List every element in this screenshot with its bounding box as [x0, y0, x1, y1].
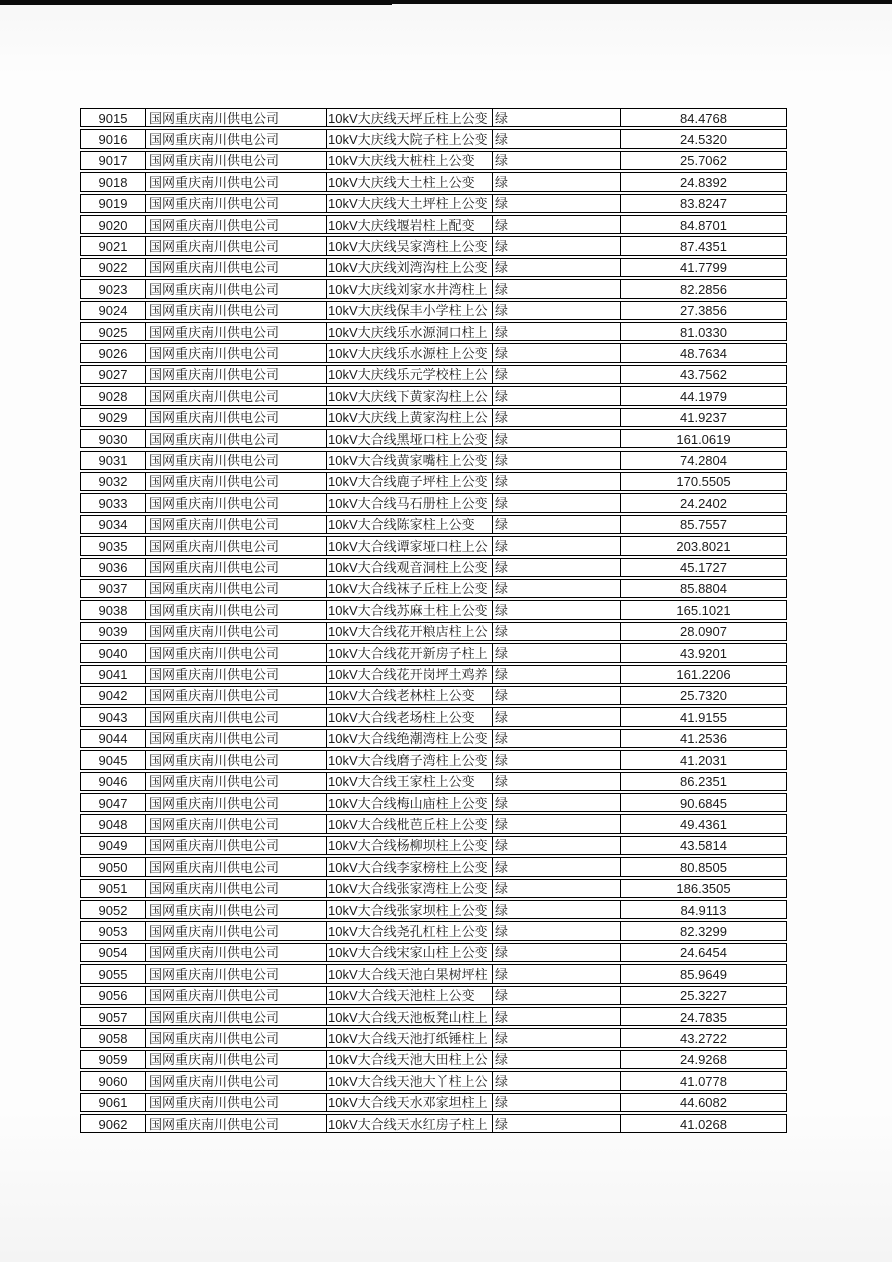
cell-status: 绿 [492, 858, 620, 875]
table-row [80, 429, 787, 448]
cell-line: 10kV大庆线下黄家沟柱上公 [326, 387, 492, 404]
table-row [80, 1071, 787, 1090]
cell-line: 10kV大庆线刘湾沟柱上公变 [326, 259, 492, 276]
table-row [80, 707, 787, 726]
cell-company: 国网重庆南川供电公司 [145, 922, 326, 939]
cell-company: 国网重庆南川供电公司 [145, 366, 326, 383]
cell-value: 41.2536 [620, 730, 786, 747]
cell-status: 绿 [492, 452, 620, 469]
cell-status: 绿 [492, 494, 620, 511]
cell-id: 9021 [98, 238, 128, 254]
cell-value: 81.0330 [620, 323, 786, 340]
cell-value: 25.7320 [620, 687, 786, 704]
cell-company: 国网重庆南川供电公司 [145, 794, 326, 811]
cell-company: 国网重庆南川供电公司 [145, 387, 326, 404]
table-row [80, 558, 787, 577]
cell-status: 绿 [492, 387, 620, 404]
table-row [80, 1007, 787, 1026]
cell-id: 9023 [98, 281, 128, 297]
cell-company: 国网重庆南川供电公司 [145, 965, 326, 982]
table-row [80, 536, 787, 555]
cell-value: 85.9649 [620, 965, 786, 982]
cell-id: 9056 [98, 988, 128, 1004]
cell-status: 绿 [492, 1094, 620, 1111]
cell-value: 84.9113 [620, 901, 786, 918]
cell-line: 10kV大庆线保丰小学柱上公 [326, 302, 492, 319]
cell-line: 10kV大合线花开新房子柱上 [326, 644, 492, 661]
cell-company: 国网重庆南川供电公司 [145, 580, 326, 597]
cell-id: 9040 [98, 645, 128, 661]
cell-status: 绿 [492, 323, 620, 340]
cell-value: 84.8701 [620, 216, 786, 233]
cell-id: 9041 [98, 667, 128, 683]
cell-line: 10kV大合线绝潮湾柱上公变 [326, 730, 492, 747]
cell-status: 绿 [492, 794, 620, 811]
data-table [80, 108, 787, 1136]
table-row [80, 622, 787, 641]
cell-id: 9026 [98, 345, 128, 361]
cell-value: 186.3505 [620, 880, 786, 897]
cell-line: 10kV大合线杨柳坝柱上公变 [326, 837, 492, 854]
cell-company: 国网重庆南川供电公司 [145, 815, 326, 832]
cell-value: 24.9268 [620, 1051, 786, 1068]
cell-line: 10kV大合线枇芭丘柱上公变 [326, 815, 492, 832]
cell-line: 10kV大合线花开粮店柱上公 [326, 623, 492, 640]
cell-value: 83.8247 [620, 195, 786, 212]
table-row [80, 579, 787, 598]
cell-id: 9016 [98, 131, 128, 147]
table-row [80, 451, 787, 470]
cell-line: 10kV大合线天池柱上公变 [326, 987, 492, 1004]
cell-line: 10kV大合线王家柱上公变 [326, 773, 492, 790]
cell-id: 9017 [98, 153, 128, 169]
cell-line: 10kV大庆线大土柱上公变 [326, 173, 492, 190]
cell-status: 绿 [492, 195, 620, 212]
table-row [80, 1114, 787, 1133]
table-row [80, 1050, 787, 1069]
cell-status: 绿 [492, 580, 620, 597]
cell-status: 绿 [492, 623, 620, 640]
cell-status: 绿 [492, 1008, 620, 1025]
table-row [80, 921, 787, 940]
cell-value: 82.2856 [620, 280, 786, 297]
table-row [80, 750, 787, 769]
table-row [80, 386, 787, 405]
cell-line: 10kV大合线尧孔杠柱上公变 [326, 922, 492, 939]
cell-company: 国网重庆南川供电公司 [145, 773, 326, 790]
cell-status: 绿 [492, 751, 620, 768]
cell-id: 9053 [98, 923, 128, 939]
cell-line: 10kV大合线鹿子坪柱上公变 [326, 473, 492, 490]
cell-value: 85.7557 [620, 516, 786, 533]
cell-status: 绿 [492, 216, 620, 233]
cell-company: 国网重庆南川供电公司 [145, 323, 326, 340]
cell-company: 国网重庆南川供电公司 [145, 473, 326, 490]
cell-value: 41.2031 [620, 751, 786, 768]
cell-line: 10kV大合线陈家柱上公变 [326, 516, 492, 533]
cell-id: 9050 [98, 859, 128, 875]
table-row [80, 215, 787, 234]
cell-id: 9055 [98, 966, 128, 982]
cell-line: 10kV大合线梅山庙柱上公变 [326, 794, 492, 811]
table-row [80, 814, 787, 833]
cell-id: 9047 [98, 795, 128, 811]
table-row [80, 943, 787, 962]
cell-id: 9054 [98, 945, 128, 961]
cell-status: 绿 [492, 687, 620, 704]
cell-id: 9058 [98, 1030, 128, 1046]
cell-line: 10kV大庆线堰岩柱上配变 [326, 216, 492, 233]
cell-value: 87.4351 [620, 237, 786, 254]
cell-id: 9035 [98, 538, 128, 554]
cell-status: 绿 [492, 473, 620, 490]
cell-line: 10kV大合线张家坝柱上公变 [326, 901, 492, 918]
cell-status: 绿 [492, 280, 620, 297]
table-row [80, 515, 787, 534]
cell-status: 绿 [492, 302, 620, 319]
cell-value: 43.9201 [620, 644, 786, 661]
cell-value: 86.2351 [620, 773, 786, 790]
cell-company: 国网重庆南川供电公司 [145, 708, 326, 725]
table-row [80, 600, 787, 619]
cell-line: 10kV大合线老场柱上公变 [326, 708, 492, 725]
cell-value: 90.6845 [620, 794, 786, 811]
cell-line: 10kV大合线谭家垭口柱上公 [326, 537, 492, 554]
cell-status: 绿 [492, 601, 620, 618]
cell-company: 国网重庆南川供电公司 [145, 152, 326, 169]
cell-id: 9046 [98, 774, 128, 790]
cell-company: 国网重庆南川供电公司 [145, 173, 326, 190]
table-row [80, 472, 787, 491]
cell-id: 9028 [98, 388, 128, 404]
table-row [80, 279, 787, 298]
cell-id: 9019 [98, 196, 128, 212]
cell-value: 43.7562 [620, 366, 786, 383]
cell-status: 绿 [492, 152, 620, 169]
cell-line: 10kV大庆线大桩柱上公变 [326, 152, 492, 169]
cell-line: 10kV大庆线吴家湾柱上公变 [326, 237, 492, 254]
cell-line: 10kV大合线磨子湾柱上公变 [326, 751, 492, 768]
table-row [80, 686, 787, 705]
top-scan-bar-left [0, 0, 392, 5]
cell-company: 国网重庆南川供电公司 [145, 537, 326, 554]
cell-line: 10kV大合线袜子丘柱上公变 [326, 580, 492, 597]
cell-value: 41.9155 [620, 708, 786, 725]
cell-id: 9015 [98, 110, 128, 126]
cell-value: 27.3856 [620, 302, 786, 319]
cell-company: 国网重庆南川供电公司 [145, 944, 326, 961]
cell-value: 41.0268 [620, 1115, 786, 1132]
cell-id: 9034 [98, 517, 128, 533]
cell-id: 9039 [98, 624, 128, 640]
cell-line: 10kV大庆线上黄家沟柱上公 [326, 409, 492, 426]
cell-value: 24.7835 [620, 1008, 786, 1025]
cell-status: 绿 [492, 901, 620, 918]
cell-status: 绿 [492, 1072, 620, 1089]
cell-value: 25.7062 [620, 152, 786, 169]
cell-company: 国网重庆南川供电公司 [145, 901, 326, 918]
cell-status: 绿 [492, 815, 620, 832]
cell-value: 28.0907 [620, 623, 786, 640]
cell-line: 10kV大庆线刘家水井湾柱上 [326, 280, 492, 297]
cell-status: 绿 [492, 730, 620, 747]
table-row [80, 1028, 787, 1047]
cell-company: 国网重庆南川供电公司 [145, 687, 326, 704]
cell-status: 绿 [492, 773, 620, 790]
cell-value: 43.2722 [620, 1029, 786, 1046]
table-row [80, 793, 787, 812]
cell-company: 国网重庆南川供电公司 [145, 837, 326, 854]
cell-company: 国网重庆南川供电公司 [145, 1029, 326, 1046]
cell-company: 国网重庆南川供电公司 [145, 666, 326, 683]
cell-id: 9033 [98, 495, 128, 511]
cell-value: 24.5320 [620, 130, 786, 147]
cell-company: 国网重庆南川供电公司 [145, 195, 326, 212]
cell-id: 9037 [98, 581, 128, 597]
cell-status: 绿 [492, 537, 620, 554]
cell-status: 绿 [492, 1115, 620, 1132]
cell-company: 国网重庆南川供电公司 [145, 109, 326, 126]
cell-line: 10kV大庆线乐元学校柱上公 [326, 366, 492, 383]
cell-line: 10kV大合线黄家嘴柱上公变 [326, 452, 492, 469]
cell-value: 41.9237 [620, 409, 786, 426]
cell-company: 国网重庆南川供电公司 [145, 1072, 326, 1089]
cell-value: 41.7799 [620, 259, 786, 276]
cell-company: 国网重庆南川供电公司 [145, 1094, 326, 1111]
cell-id: 9062 [98, 1116, 128, 1132]
cell-value: 161.0619 [620, 430, 786, 447]
table-row [80, 900, 787, 919]
cell-status: 绿 [492, 666, 620, 683]
table-row [80, 408, 787, 427]
cell-id: 9022 [98, 260, 128, 276]
cell-line: 10kV大合线天池大田柱上公 [326, 1051, 492, 1068]
cell-company: 国网重庆南川供电公司 [145, 280, 326, 297]
table-row [80, 964, 787, 983]
cell-id: 9061 [98, 1095, 128, 1111]
cell-company: 国网重庆南川供电公司 [145, 880, 326, 897]
cell-id: 9044 [98, 731, 128, 747]
cell-company: 国网重庆南川供电公司 [145, 1008, 326, 1025]
cell-value: 24.2402 [620, 494, 786, 511]
cell-line: 10kV大合线马石册柱上公变 [326, 494, 492, 511]
cell-value: 161.2206 [620, 666, 786, 683]
cell-id: 9049 [98, 838, 128, 854]
cell-line: 10kV大合线苏麻土柱上公变 [326, 601, 492, 618]
cell-id: 9024 [98, 303, 128, 319]
cell-status: 绿 [492, 173, 620, 190]
cell-value: 49.4361 [620, 815, 786, 832]
cell-line: 10kV大合线天池板凳山柱上 [326, 1008, 492, 1025]
cell-line: 10kV大合线花开岗坪土鸡养 [326, 666, 492, 683]
table-row [80, 151, 787, 170]
cell-line: 10kV大合线老林柱上公变 [326, 687, 492, 704]
cell-line: 10kV大庆线乐水源柱上公变 [326, 344, 492, 361]
cell-company: 国网重庆南川供电公司 [145, 430, 326, 447]
cell-status: 绿 [492, 559, 620, 576]
cell-status: 绿 [492, 987, 620, 1004]
cell-value: 44.6082 [620, 1094, 786, 1111]
cell-id: 9030 [98, 431, 128, 447]
cell-line: 10kV大合线张家湾柱上公变 [326, 880, 492, 897]
table-row [80, 322, 787, 341]
cell-line: 10kV大庆线天坪丘柱上公变 [326, 109, 492, 126]
cell-value: 44.1979 [620, 387, 786, 404]
cell-value: 48.7634 [620, 344, 786, 361]
cell-status: 绿 [492, 109, 620, 126]
table-row [80, 343, 787, 362]
table-row [80, 129, 787, 148]
cell-id: 9038 [98, 602, 128, 618]
cell-company: 国网重庆南川供电公司 [145, 644, 326, 661]
cell-line: 10kV大庆线大院子柱上公变 [326, 130, 492, 147]
cell-line: 10kV大合线宋家山柱上公变 [326, 944, 492, 961]
cell-status: 绿 [492, 708, 620, 725]
cell-id: 9057 [98, 1009, 128, 1025]
cell-status: 绿 [492, 130, 620, 147]
table-row [80, 665, 787, 684]
table-row [80, 836, 787, 855]
cell-company: 国网重庆南川供电公司 [145, 1051, 326, 1068]
cell-company: 国网重庆南川供电公司 [145, 751, 326, 768]
cell-id: 9031 [98, 453, 128, 468]
table-row [80, 108, 787, 127]
table-row [80, 643, 787, 662]
cell-status: 绿 [492, 1029, 620, 1046]
cell-line: 10kV大合线天池大丫柱上公 [326, 1072, 492, 1089]
cell-id: 9018 [98, 174, 128, 190]
cell-value: 85.8804 [620, 580, 786, 597]
cell-status: 绿 [492, 880, 620, 897]
cell-line: 10kV大庆线大土坪柱上公变 [326, 195, 492, 212]
table-row [80, 879, 787, 898]
table-row [80, 1093, 787, 1112]
cell-line: 10kV大合线天池白果树坪柱 [326, 965, 492, 982]
cell-id: 9020 [98, 217, 128, 233]
cell-value: 165.1021 [620, 601, 786, 618]
cell-company: 国网重庆南川供电公司 [145, 409, 326, 426]
cell-line: 10kV大合线天水红房子柱上 [326, 1115, 492, 1132]
cell-company: 国网重庆南川供电公司 [145, 516, 326, 533]
cell-company: 国网重庆南川供电公司 [145, 858, 326, 875]
cell-status: 绿 [492, 965, 620, 982]
cell-status: 绿 [492, 366, 620, 383]
cell-id: 9025 [98, 324, 128, 340]
cell-value: 24.8392 [620, 173, 786, 190]
cell-line: 10kV大合线李家榜柱上公变 [326, 858, 492, 875]
cell-id: 9052 [98, 902, 128, 918]
table-row [80, 301, 787, 320]
cell-company: 国网重庆南川供电公司 [145, 987, 326, 1004]
cell-status: 绿 [492, 409, 620, 426]
cell-id: 9043 [98, 709, 128, 725]
cell-company: 国网重庆南川供电公司 [145, 730, 326, 747]
cell-line: 10kV大合线观音洞柱上公变 [326, 559, 492, 576]
cell-line: 10kV大合线天水邓家坦柱上 [326, 1094, 492, 1111]
cell-status: 绿 [492, 1051, 620, 1068]
table-row [80, 986, 787, 1005]
cell-value: 43.5814 [620, 837, 786, 854]
cell-id: 9048 [98, 816, 128, 832]
cell-id: 9060 [98, 1073, 128, 1089]
cell-company: 国网重庆南川供电公司 [145, 1115, 326, 1132]
cell-status: 绿 [492, 644, 620, 661]
cell-id: 9059 [98, 1052, 128, 1068]
table-row [80, 236, 787, 255]
cell-value: 82.3299 [620, 922, 786, 939]
table-row [80, 365, 787, 384]
cell-line: 10kV大合线黑垭口柱上公变 [326, 430, 492, 447]
cell-status: 绿 [492, 837, 620, 854]
cell-company: 国网重庆南川供电公司 [145, 559, 326, 576]
table-row [80, 729, 787, 748]
cell-company: 国网重庆南川供电公司 [145, 259, 326, 276]
cell-line: 10kV大庆线乐水源洞口柱上 [326, 323, 492, 340]
cell-id: 9045 [98, 752, 128, 768]
cell-company: 国网重庆南川供电公司 [145, 237, 326, 254]
cell-id: 9051 [98, 881, 128, 897]
cell-status: 绿 [492, 237, 620, 254]
cell-company: 国网重庆南川供电公司 [145, 601, 326, 618]
cell-company: 国网重庆南川供电公司 [145, 452, 326, 469]
cell-company: 国网重庆南川供电公司 [145, 623, 326, 640]
cell-id: 9027 [98, 367, 128, 383]
cell-value: 170.5505 [620, 473, 786, 490]
cell-value: 25.3227 [620, 987, 786, 1004]
cell-id: 9036 [98, 560, 128, 576]
cell-status: 绿 [492, 922, 620, 939]
cell-id: 9042 [98, 688, 128, 704]
cell-value: 41.0778 [620, 1072, 786, 1089]
cell-value: 74.2804 [620, 452, 786, 469]
table-row [80, 172, 787, 191]
cell-company: 国网重庆南川供电公司 [145, 216, 326, 233]
table-row [80, 493, 787, 512]
cell-value: 45.1727 [620, 559, 786, 576]
cell-company: 国网重庆南川供电公司 [145, 302, 326, 319]
cell-line: 10kV大合线天池打纸锤柱上 [326, 1029, 492, 1046]
cell-status: 绿 [492, 516, 620, 533]
cell-id: 9032 [98, 474, 128, 490]
cell-company: 国网重庆南川供电公司 [145, 344, 326, 361]
table-row [80, 258, 787, 277]
cell-status: 绿 [492, 944, 620, 961]
cell-company: 国网重庆南川供电公司 [145, 130, 326, 147]
cell-status: 绿 [492, 344, 620, 361]
cell-status: 绿 [492, 259, 620, 276]
cell-id: 9029 [98, 410, 128, 426]
cell-company: 国网重庆南川供电公司 [145, 494, 326, 511]
cell-value: 80.8505 [620, 858, 786, 875]
table-row [80, 772, 787, 791]
table-row [80, 857, 787, 876]
cell-value: 24.6454 [620, 944, 786, 961]
cell-value: 203.8021 [620, 537, 786, 554]
cell-status: 绿 [492, 430, 620, 447]
table-row [80, 194, 787, 213]
cell-value: 84.4768 [620, 109, 786, 126]
